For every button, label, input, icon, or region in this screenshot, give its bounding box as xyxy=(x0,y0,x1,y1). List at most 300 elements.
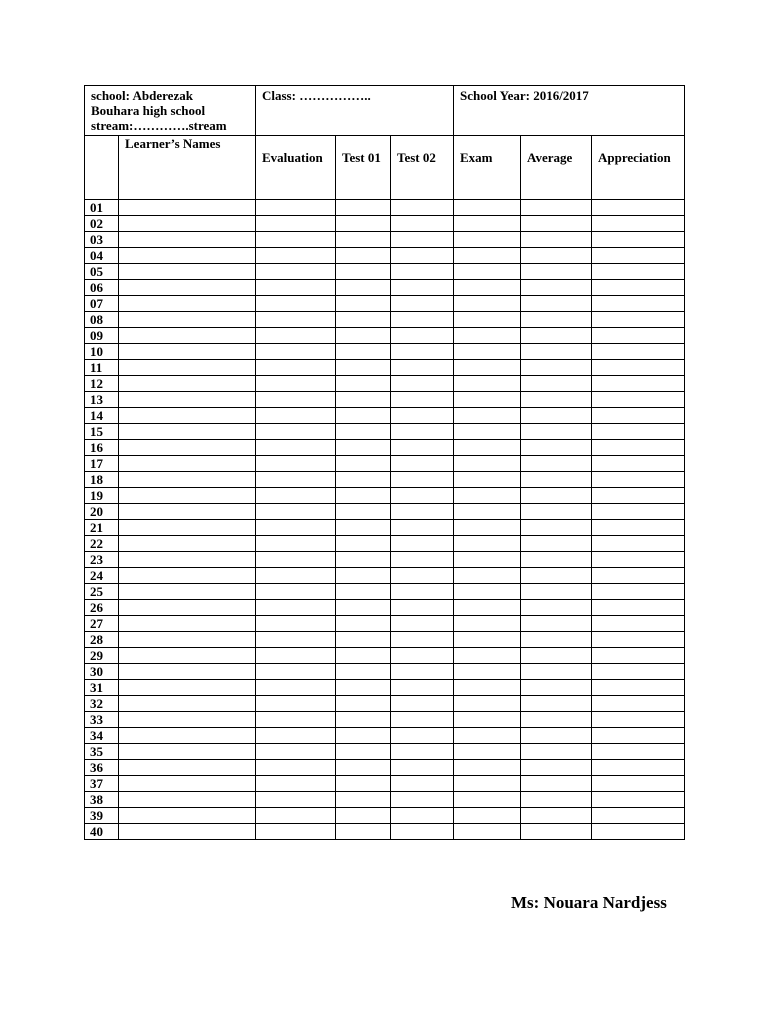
learner-name-cell[interactable] xyxy=(119,200,256,216)
appreciation-cell[interactable] xyxy=(592,680,685,696)
appreciation-cell[interactable] xyxy=(592,200,685,216)
average-cell[interactable] xyxy=(521,296,592,312)
evaluation-cell[interactable] xyxy=(256,360,336,376)
exam-cell[interactable] xyxy=(454,696,521,712)
evaluation-cell[interactable] xyxy=(256,680,336,696)
learner-name-cell[interactable] xyxy=(119,504,256,520)
average-cell[interactable] xyxy=(521,520,592,536)
test01-cell[interactable] xyxy=(336,504,391,520)
learner-name-cell[interactable] xyxy=(119,232,256,248)
test01-cell[interactable] xyxy=(336,536,391,552)
table-row xyxy=(85,728,685,744)
test01-cell[interactable] xyxy=(336,760,391,776)
test02-cell[interactable] xyxy=(391,600,454,616)
table-row xyxy=(85,504,685,520)
evaluation-cell[interactable] xyxy=(256,632,336,648)
average-cell[interactable] xyxy=(521,264,592,280)
average-cell[interactable] xyxy=(521,744,592,760)
evaluation-cell[interactable] xyxy=(256,536,336,552)
exam-cell[interactable] xyxy=(454,216,521,232)
appreciation-cell[interactable] xyxy=(592,264,685,280)
exam-cell[interactable] xyxy=(454,792,521,808)
average-cell[interactable] xyxy=(521,504,592,520)
evaluation-cell[interactable] xyxy=(256,424,336,440)
average-cell[interactable] xyxy=(521,344,592,360)
learner-name-cell[interactable] xyxy=(119,712,256,728)
evaluation-cell[interactable] xyxy=(256,472,336,488)
exam-cell[interactable] xyxy=(454,584,521,600)
learner-name-cell[interactable] xyxy=(119,632,256,648)
average-cell[interactable] xyxy=(521,232,592,248)
test02-cell[interactable] xyxy=(391,504,454,520)
average-cell[interactable] xyxy=(521,696,592,712)
test01-cell[interactable] xyxy=(336,280,391,296)
evaluation-cell[interactable] xyxy=(256,776,336,792)
test02-cell[interactable] xyxy=(391,536,454,552)
test02-cell[interactable] xyxy=(391,792,454,808)
test02-cell[interactable] xyxy=(391,376,454,392)
exam-cell[interactable] xyxy=(454,344,521,360)
learner-name-cell[interactable] xyxy=(119,296,256,312)
exam-cell[interactable] xyxy=(454,312,521,328)
average-cell[interactable] xyxy=(521,712,592,728)
evaluation-cell[interactable] xyxy=(256,568,336,584)
learner-name-cell[interactable] xyxy=(119,536,256,552)
test02-cell[interactable] xyxy=(391,200,454,216)
appreciation-cell[interactable] xyxy=(592,584,685,600)
exam-cell[interactable] xyxy=(454,200,521,216)
test01-cell[interactable] xyxy=(336,424,391,440)
evaluation-cell[interactable] xyxy=(256,792,336,808)
evaluation-cell[interactable] xyxy=(256,456,336,472)
learner-name-cell[interactable] xyxy=(119,776,256,792)
average-cell[interactable] xyxy=(521,728,592,744)
test01-cell[interactable] xyxy=(336,808,391,824)
test02-cell[interactable] xyxy=(391,472,454,488)
row-number: 16 xyxy=(85,440,119,456)
test01-cell[interactable] xyxy=(336,568,391,584)
appreciation-cell[interactable] xyxy=(592,248,685,264)
test01-cell[interactable] xyxy=(336,680,391,696)
test01-cell[interactable] xyxy=(336,520,391,536)
learner-name-cell[interactable] xyxy=(119,424,256,440)
test02-cell[interactable] xyxy=(391,216,454,232)
average-cell[interactable] xyxy=(521,216,592,232)
learner-name-cell[interactable] xyxy=(119,392,256,408)
row-number: 19 xyxy=(85,488,119,504)
test02-cell[interactable] xyxy=(391,696,454,712)
exam-cell[interactable] xyxy=(454,408,521,424)
test01-cell[interactable] xyxy=(336,200,391,216)
exam-cell[interactable] xyxy=(454,424,521,440)
evaluation-cell[interactable] xyxy=(256,728,336,744)
exam-cell[interactable] xyxy=(454,472,521,488)
learner-name-cell[interactable] xyxy=(119,216,256,232)
appreciation-cell[interactable] xyxy=(592,824,685,840)
average-cell[interactable] xyxy=(521,200,592,216)
exam-cell[interactable] xyxy=(454,760,521,776)
appreciation-cell[interactable] xyxy=(592,296,685,312)
average-cell[interactable] xyxy=(521,424,592,440)
learners-names-header: Learner’s Names xyxy=(119,136,256,200)
average-cell[interactable] xyxy=(521,312,592,328)
test01-cell[interactable] xyxy=(336,712,391,728)
evaluation-cell[interactable] xyxy=(256,344,336,360)
evaluation-cell[interactable] xyxy=(256,200,336,216)
test02-cell[interactable] xyxy=(391,584,454,600)
test01-cell[interactable] xyxy=(336,328,391,344)
exam-cell[interactable] xyxy=(454,376,521,392)
learner-name-cell[interactable] xyxy=(119,760,256,776)
test02-cell[interactable] xyxy=(391,616,454,632)
learner-name-cell[interactable] xyxy=(119,552,256,568)
average-cell[interactable] xyxy=(521,808,592,824)
average-cell[interactable] xyxy=(521,440,592,456)
appreciation-cell[interactable] xyxy=(592,664,685,680)
test02-cell[interactable] xyxy=(391,408,454,424)
learner-name-cell[interactable] xyxy=(119,248,256,264)
evaluation-cell[interactable] xyxy=(256,504,336,520)
evaluation-cell[interactable] xyxy=(256,808,336,824)
test01-cell[interactable] xyxy=(336,264,391,280)
appreciation-cell[interactable] xyxy=(592,328,685,344)
test01-cell[interactable] xyxy=(336,632,391,648)
average-cell[interactable] xyxy=(521,792,592,808)
test01-cell[interactable] xyxy=(336,792,391,808)
evaluation-cell[interactable] xyxy=(256,616,336,632)
exam-cell[interactable] xyxy=(454,648,521,664)
evaluation-cell[interactable] xyxy=(256,648,336,664)
learner-name-cell[interactable] xyxy=(119,360,256,376)
learner-name-cell[interactable] xyxy=(119,808,256,824)
average-cell[interactable] xyxy=(521,568,592,584)
learner-name-cell[interactable] xyxy=(119,744,256,760)
test01-cell[interactable] xyxy=(336,488,391,504)
row-number: 12 xyxy=(85,376,119,392)
evaluation-cell[interactable] xyxy=(256,328,336,344)
row-number: 18 xyxy=(85,472,119,488)
appreciation-cell[interactable] xyxy=(592,216,685,232)
test02-cell[interactable] xyxy=(391,728,454,744)
test02-cell[interactable] xyxy=(391,344,454,360)
row-number: 25 xyxy=(85,584,119,600)
test02-cell[interactable] xyxy=(391,824,454,840)
test01-cell[interactable] xyxy=(336,296,391,312)
average-cell[interactable] xyxy=(521,280,592,296)
learner-name-cell[interactable] xyxy=(119,344,256,360)
average-cell[interactable] xyxy=(521,648,592,664)
test02-cell[interactable] xyxy=(391,520,454,536)
exam-cell[interactable] xyxy=(454,680,521,696)
row-number: 14 xyxy=(85,408,119,424)
learner-name-cell[interactable] xyxy=(119,376,256,392)
evaluation-cell[interactable] xyxy=(256,760,336,776)
test01-cell[interactable] xyxy=(336,344,391,360)
evaluation-cell[interactable] xyxy=(256,744,336,760)
test02-cell[interactable] xyxy=(391,744,454,760)
exam-cell[interactable] xyxy=(454,776,521,792)
evaluation-cell[interactable] xyxy=(256,520,336,536)
average-cell[interactable] xyxy=(521,552,592,568)
test02-cell[interactable] xyxy=(391,328,454,344)
test02-cell[interactable] xyxy=(391,440,454,456)
appreciation-cell[interactable] xyxy=(592,568,685,584)
evaluation-cell[interactable] xyxy=(256,296,336,312)
appreciation-cell[interactable] xyxy=(592,616,685,632)
average-cell[interactable] xyxy=(521,328,592,344)
evaluation-cell[interactable] xyxy=(256,312,336,328)
appreciation-cell[interactable] xyxy=(592,440,685,456)
test02-cell[interactable] xyxy=(391,568,454,584)
appreciation-cell[interactable] xyxy=(592,392,685,408)
average-cell[interactable] xyxy=(521,456,592,472)
evaluation-cell[interactable] xyxy=(256,440,336,456)
exam-cell[interactable] xyxy=(454,744,521,760)
test01-cell[interactable] xyxy=(336,648,391,664)
test02-cell[interactable] xyxy=(391,424,454,440)
appreciation-cell[interactable] xyxy=(592,344,685,360)
appreciation-cell[interactable] xyxy=(592,312,685,328)
average-cell[interactable] xyxy=(521,376,592,392)
average-cell[interactable] xyxy=(521,616,592,632)
appreciation-cell[interactable] xyxy=(592,696,685,712)
table-row xyxy=(85,344,685,360)
exam-cell[interactable] xyxy=(454,712,521,728)
learner-name-cell[interactable] xyxy=(119,664,256,680)
test02-cell[interactable] xyxy=(391,712,454,728)
appreciation-cell[interactable] xyxy=(592,472,685,488)
exam-cell[interactable] xyxy=(454,248,521,264)
appreciation-cell[interactable] xyxy=(592,488,685,504)
learner-name-cell[interactable] xyxy=(119,456,256,472)
appreciation-cell[interactable] xyxy=(592,632,685,648)
appreciation-cell[interactable] xyxy=(592,536,685,552)
average-cell[interactable] xyxy=(521,472,592,488)
test01-cell[interactable] xyxy=(336,472,391,488)
row-number: 01 xyxy=(85,200,119,216)
exam-cell[interactable] xyxy=(454,504,521,520)
exam-cell[interactable] xyxy=(454,824,521,840)
appreciation-cell[interactable] xyxy=(592,760,685,776)
evaluation-cell[interactable] xyxy=(256,712,336,728)
average-cell[interactable] xyxy=(521,392,592,408)
appreciation-cell[interactable] xyxy=(592,504,685,520)
exam-cell[interactable] xyxy=(454,440,521,456)
appreciation-cell[interactable] xyxy=(592,648,685,664)
average-cell[interactable] xyxy=(521,408,592,424)
test01-cell[interactable] xyxy=(336,776,391,792)
average-cell[interactable] xyxy=(521,584,592,600)
appreciation-cell[interactable] xyxy=(592,280,685,296)
test01-cell[interactable] xyxy=(336,408,391,424)
exam-cell[interactable] xyxy=(454,600,521,616)
appreciation-cell[interactable] xyxy=(592,808,685,824)
exam-cell[interactable] xyxy=(454,664,521,680)
test02-cell[interactable] xyxy=(391,280,454,296)
learner-name-cell[interactable] xyxy=(119,600,256,616)
test02-cell[interactable] xyxy=(391,648,454,664)
learner-name-cell[interactable] xyxy=(119,408,256,424)
learner-name-cell[interactable] xyxy=(119,824,256,840)
row-number: 03 xyxy=(85,232,119,248)
test01-cell[interactable] xyxy=(336,600,391,616)
row-number: 08 xyxy=(85,312,119,328)
test01-cell[interactable] xyxy=(336,728,391,744)
test02-cell[interactable] xyxy=(391,248,454,264)
evaluation-cell[interactable] xyxy=(256,408,336,424)
average-cell[interactable] xyxy=(521,824,592,840)
row-number: 33 xyxy=(85,712,119,728)
evaluation-cell[interactable] xyxy=(256,600,336,616)
test02-cell[interactable] xyxy=(391,264,454,280)
learner-name-cell[interactable] xyxy=(119,472,256,488)
exam-cell[interactable] xyxy=(454,392,521,408)
evaluation-cell[interactable] xyxy=(256,824,336,840)
evaluation-cell[interactable] xyxy=(256,216,336,232)
test02-cell[interactable] xyxy=(391,760,454,776)
test01-cell[interactable] xyxy=(336,584,391,600)
average-cell[interactable] xyxy=(521,776,592,792)
test02-cell[interactable] xyxy=(391,392,454,408)
average-cell[interactable] xyxy=(521,664,592,680)
learner-name-cell[interactable] xyxy=(119,440,256,456)
appreciation-cell[interactable] xyxy=(592,424,685,440)
test01-cell[interactable] xyxy=(336,696,391,712)
learner-name-cell[interactable] xyxy=(119,520,256,536)
appreciation-cell[interactable] xyxy=(592,600,685,616)
learner-name-cell[interactable] xyxy=(119,568,256,584)
average-cell[interactable] xyxy=(521,600,592,616)
exam-cell[interactable] xyxy=(454,328,521,344)
table-row xyxy=(85,280,685,296)
test01-cell[interactable] xyxy=(336,664,391,680)
exam-cell[interactable] xyxy=(454,728,521,744)
test01-cell[interactable] xyxy=(336,440,391,456)
exam-cell[interactable] xyxy=(454,568,521,584)
exam-cell[interactable] xyxy=(454,296,521,312)
test02-cell[interactable] xyxy=(391,312,454,328)
test02-cell[interactable] xyxy=(391,360,454,376)
exam-cell[interactable] xyxy=(454,456,521,472)
appreciation-cell[interactable] xyxy=(592,792,685,808)
test01-cell[interactable] xyxy=(336,616,391,632)
test01-cell[interactable] xyxy=(336,216,391,232)
learner-name-cell[interactable] xyxy=(119,488,256,504)
table-row xyxy=(85,232,685,248)
appreciation-cell[interactable] xyxy=(592,360,685,376)
test01-cell[interactable] xyxy=(336,248,391,264)
test01-cell[interactable] xyxy=(336,376,391,392)
appreciation-cell[interactable] xyxy=(592,776,685,792)
test01-cell[interactable] xyxy=(336,392,391,408)
learner-name-cell[interactable] xyxy=(119,696,256,712)
average-cell[interactable] xyxy=(521,360,592,376)
evaluation-cell[interactable] xyxy=(256,584,336,600)
test01-cell[interactable] xyxy=(336,552,391,568)
exam-cell[interactable] xyxy=(454,632,521,648)
exam-cell[interactable] xyxy=(454,280,521,296)
exam-cell[interactable] xyxy=(454,536,521,552)
exam-cell[interactable] xyxy=(454,808,521,824)
test02-cell[interactable] xyxy=(391,488,454,504)
test02-cell[interactable] xyxy=(391,552,454,568)
average-cell[interactable] xyxy=(521,488,592,504)
learner-name-cell[interactable] xyxy=(119,616,256,632)
exam-cell[interactable] xyxy=(454,360,521,376)
appreciation-cell[interactable] xyxy=(592,376,685,392)
class-label: Class: …………….. xyxy=(262,88,371,103)
exam-cell[interactable] xyxy=(454,488,521,504)
test01-cell[interactable] xyxy=(336,824,391,840)
exam-cell[interactable] xyxy=(454,264,521,280)
appreciation-cell[interactable] xyxy=(592,520,685,536)
appreciation-cell[interactable] xyxy=(592,712,685,728)
average-cell[interactable] xyxy=(521,248,592,264)
learner-name-cell[interactable] xyxy=(119,264,256,280)
appreciation-cell[interactable] xyxy=(592,408,685,424)
average-cell[interactable] xyxy=(521,760,592,776)
test01-cell[interactable] xyxy=(336,456,391,472)
learner-name-cell[interactable] xyxy=(119,280,256,296)
exam-cell[interactable] xyxy=(454,520,521,536)
average-cell[interactable] xyxy=(521,632,592,648)
learner-name-cell[interactable] xyxy=(119,728,256,744)
test02-cell[interactable] xyxy=(391,456,454,472)
test02-cell[interactable] xyxy=(391,808,454,824)
learner-name-cell[interactable] xyxy=(119,680,256,696)
learner-name-cell[interactable] xyxy=(119,312,256,328)
appreciation-cell[interactable] xyxy=(592,232,685,248)
table-row xyxy=(85,776,685,792)
average-cell[interactable] xyxy=(521,680,592,696)
test02-cell[interactable] xyxy=(391,632,454,648)
evaluation-cell[interactable] xyxy=(256,392,336,408)
exam-cell[interactable] xyxy=(454,616,521,632)
test02-cell[interactable] xyxy=(391,680,454,696)
evaluation-cell[interactable] xyxy=(256,280,336,296)
appreciation-cell[interactable] xyxy=(592,728,685,744)
evaluation-cell[interactable] xyxy=(256,664,336,680)
test02-cell[interactable] xyxy=(391,296,454,312)
row-number: 34 xyxy=(85,728,119,744)
evaluation-cell[interactable] xyxy=(256,248,336,264)
test01-cell[interactable] xyxy=(336,312,391,328)
learner-name-cell[interactable] xyxy=(119,584,256,600)
learner-name-cell[interactable] xyxy=(119,648,256,664)
test01-cell[interactable] xyxy=(336,744,391,760)
test01-cell[interactable] xyxy=(336,360,391,376)
row-number: 05 xyxy=(85,264,119,280)
evaluation-cell[interactable] xyxy=(256,376,336,392)
test02-cell[interactable] xyxy=(391,776,454,792)
test01-cell[interactable] xyxy=(336,232,391,248)
appreciation-cell[interactable] xyxy=(592,456,685,472)
exam-cell[interactable] xyxy=(454,552,521,568)
average-cell[interactable] xyxy=(521,536,592,552)
evaluation-cell[interactable] xyxy=(256,696,336,712)
evaluation-cell[interactable] xyxy=(256,264,336,280)
exam-cell[interactable] xyxy=(454,232,521,248)
evaluation-cell[interactable] xyxy=(256,552,336,568)
evaluation-cell[interactable] xyxy=(256,232,336,248)
test02-cell[interactable] xyxy=(391,232,454,248)
test02-cell[interactable] xyxy=(391,664,454,680)
learner-name-cell[interactable] xyxy=(119,792,256,808)
evaluation-cell[interactable] xyxy=(256,488,336,504)
appreciation-cell[interactable] xyxy=(592,552,685,568)
appreciation-cell[interactable] xyxy=(592,744,685,760)
learner-name-cell[interactable] xyxy=(119,328,256,344)
